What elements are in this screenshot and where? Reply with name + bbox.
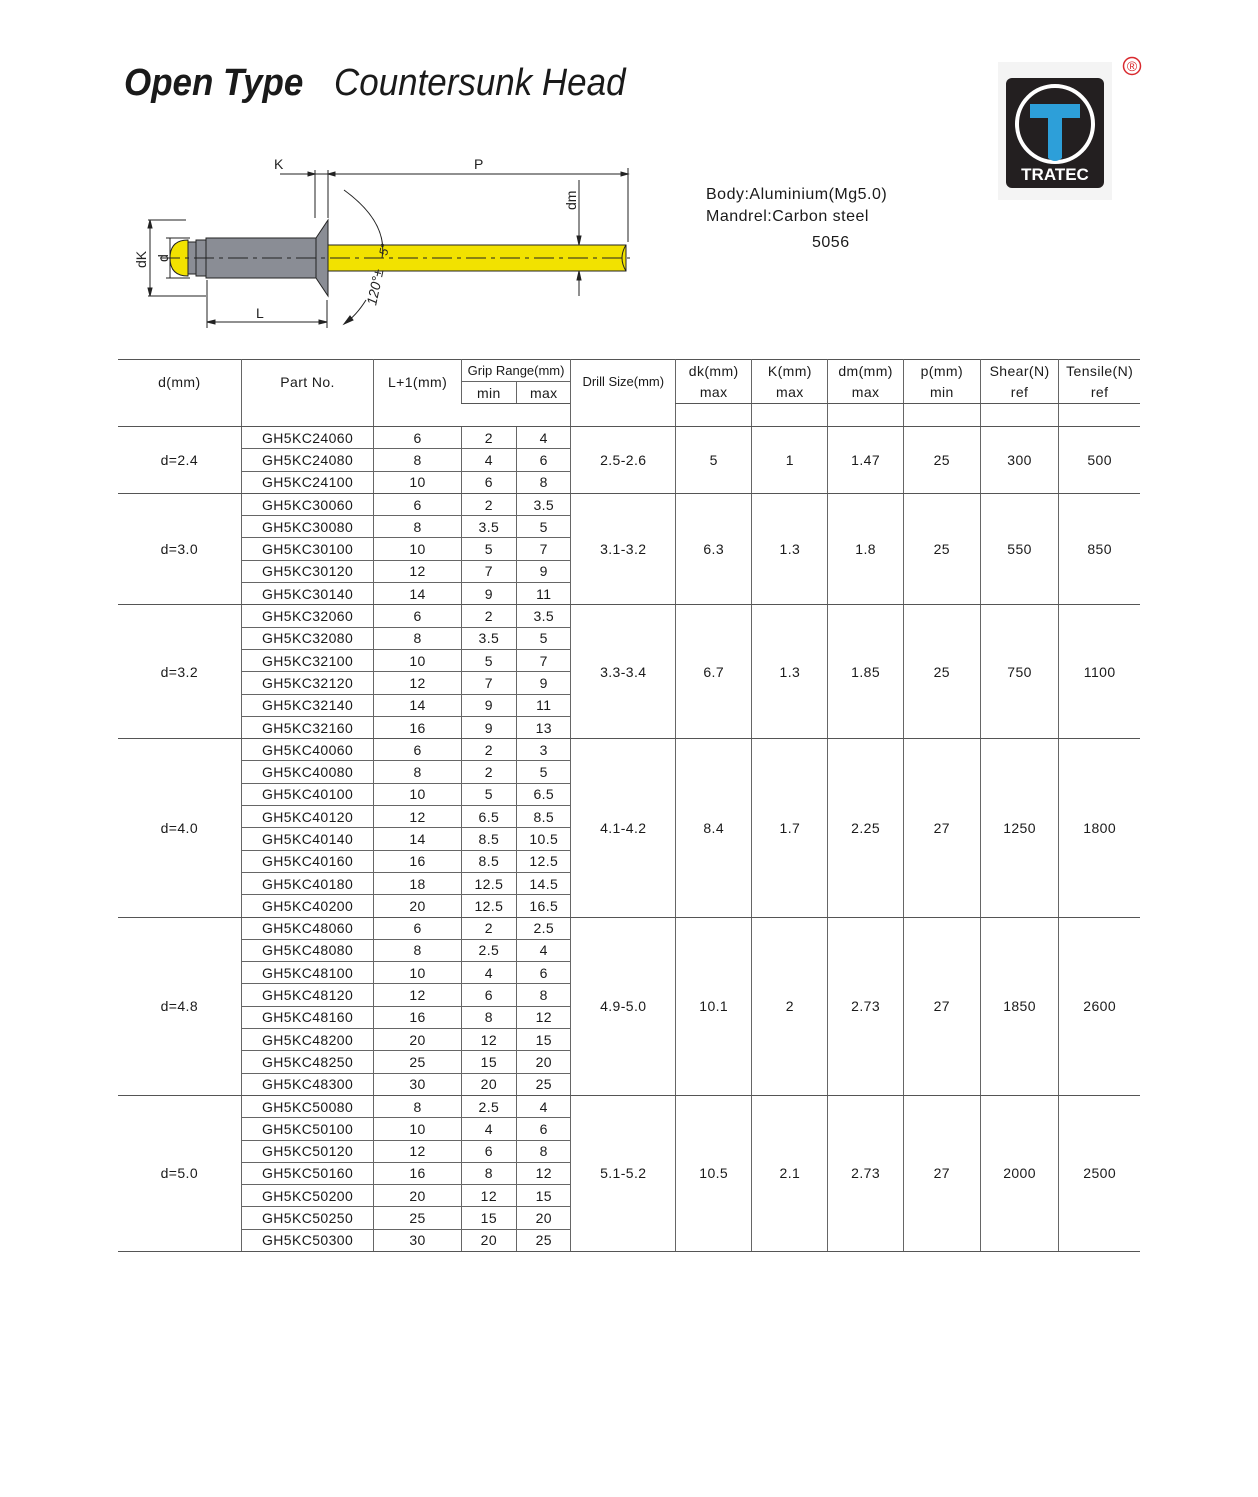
- length-cell: 10: [374, 1118, 461, 1140]
- part-no-cell: GH5KC24060: [241, 427, 374, 449]
- shear-cell: 300: [980, 427, 1058, 494]
- length-cell: 8: [374, 627, 461, 649]
- part-no-cell: GH5KC50200: [241, 1185, 374, 1207]
- grip-max-cell: 7: [517, 649, 571, 671]
- grip-min-cell: 4: [461, 449, 516, 471]
- length-cell: 25: [374, 1051, 461, 1073]
- material-body: Body:Aluminium(Mg5.0): [706, 186, 888, 203]
- length-cell: 12: [374, 806, 461, 828]
- grip-min-cell: 9: [461, 694, 516, 716]
- length-cell: 6: [374, 739, 461, 761]
- part-no-cell: GH5KC32140: [241, 694, 374, 716]
- grip-max-cell: 3: [517, 739, 571, 761]
- tensile-cell: 2600: [1059, 917, 1140, 1095]
- diameter-cell: d=5.0: [118, 1095, 241, 1251]
- logo-text: TRATEC: [1021, 165, 1089, 184]
- length-cell: 10: [374, 471, 461, 493]
- grip-min-cell: 2: [461, 427, 516, 449]
- grip-min-cell: 2: [461, 739, 516, 761]
- shear-cell: 550: [980, 493, 1058, 604]
- length-cell: 10: [374, 649, 461, 671]
- k-cell: 2.1: [752, 1095, 828, 1251]
- drill-size-cell: 4.9-5.0: [571, 917, 676, 1095]
- blank-row: [118, 404, 1140, 427]
- grip-max-cell: 20: [517, 1051, 571, 1073]
- grip-min-cell: 20: [461, 1073, 516, 1095]
- grip-min-cell: 9: [461, 583, 516, 605]
- grip-min-cell: 6: [461, 471, 516, 493]
- grip-min-cell: 4: [461, 962, 516, 984]
- part-no-cell: GH5KC32080: [241, 627, 374, 649]
- part-no-cell: GH5KC48120: [241, 984, 374, 1006]
- table-row: [118, 493, 1140, 515]
- header-grip-range: Grip Range(mm): [461, 360, 571, 382]
- grip-max-cell: 25: [517, 1073, 571, 1095]
- grip-min-cell: 12: [461, 1185, 516, 1207]
- part-no-cell: GH5KC48300: [241, 1073, 374, 1095]
- grip-min-cell: 8: [461, 1162, 516, 1184]
- header-dk-sub: max: [676, 382, 752, 404]
- dk-cell: 10.1: [676, 917, 752, 1095]
- part-no-cell: GH5KC30080: [241, 516, 374, 538]
- grip-min-cell: 9: [461, 716, 516, 738]
- part-no-cell: GH5KC40140: [241, 828, 374, 850]
- label-angle-tol: 5°: [376, 242, 393, 257]
- tratec-logo: [994, 62, 1116, 202]
- grip-min-cell: 2: [461, 493, 516, 515]
- header-k-sub: max: [752, 382, 828, 404]
- grip-max-cell: 6: [517, 449, 571, 471]
- grip-max-cell: 12: [517, 1162, 571, 1184]
- part-no-cell: GH5KC50100: [241, 1118, 374, 1140]
- part-no-cell: GH5KC50160: [241, 1162, 374, 1184]
- header-p: p(mm): [903, 360, 980, 382]
- k-cell: 1: [752, 427, 828, 494]
- grip-max-cell: 8.5: [517, 806, 571, 828]
- header-tensile: Tensile(N): [1059, 360, 1140, 382]
- grip-max-cell: 16.5: [517, 895, 571, 917]
- grip-max-cell: 3.5: [517, 493, 571, 515]
- length-cell: 14: [374, 694, 461, 716]
- part-no-cell: GH5KC48100: [241, 962, 374, 984]
- part-no-cell: GH5KC48060: [241, 917, 374, 939]
- grip-min-cell: 8.5: [461, 850, 516, 872]
- dm-cell: 2.73: [828, 917, 903, 1095]
- header-dk: dk(mm): [676, 360, 752, 382]
- label-p: P: [474, 156, 484, 172]
- table-row: [118, 739, 1140, 761]
- title-countersunk-head: Countersunk Head: [334, 62, 626, 104]
- length-cell: 12: [374, 1140, 461, 1162]
- shear-cell: 1250: [980, 739, 1058, 917]
- header-drill-size: Drill Size(mm): [571, 360, 676, 404]
- diameter-cell: d=4.0: [118, 739, 241, 917]
- grip-max-cell: 15: [517, 1029, 571, 1051]
- diameter-cell: d=3.0: [118, 493, 241, 604]
- length-cell: 14: [374, 583, 461, 605]
- part-no-cell: GH5KC40200: [241, 895, 374, 917]
- k-cell: 1.3: [752, 493, 828, 604]
- shear-cell: 2000: [980, 1095, 1058, 1251]
- drill-size-cell: 5.1-5.2: [571, 1095, 676, 1251]
- length-cell: 25: [374, 1207, 461, 1229]
- grip-max-cell: 20: [517, 1207, 571, 1229]
- grip-max-cell: 9: [517, 560, 571, 582]
- grip-max-cell: 9: [517, 672, 571, 694]
- part-no-cell: GH5KC50250: [241, 1207, 374, 1229]
- drill-size-cell: 4.1-4.2: [571, 739, 676, 917]
- label-d: d: [155, 254, 171, 262]
- length-cell: 8: [374, 761, 461, 783]
- grip-min-cell: 3.5: [461, 516, 516, 538]
- spec-table-body: [118, 404, 1140, 1252]
- length-cell: 12: [374, 672, 461, 694]
- length-cell: 8: [374, 939, 461, 961]
- part-no-cell: GH5KC48250: [241, 1051, 374, 1073]
- grip-min-cell: 3.5: [461, 627, 516, 649]
- length-cell: 10: [374, 783, 461, 805]
- length-cell: 8: [374, 516, 461, 538]
- spec-table: [118, 359, 1140, 1252]
- part-no-cell: GH5KC30100: [241, 538, 374, 560]
- header-tensile-sub: ref: [1059, 382, 1140, 404]
- grip-max-cell: 5: [517, 761, 571, 783]
- grip-min-cell: 2: [461, 917, 516, 939]
- k-cell: 2: [752, 917, 828, 1095]
- grip-max-cell: 6: [517, 1118, 571, 1140]
- length-cell: 20: [374, 895, 461, 917]
- length-cell: 12: [374, 560, 461, 582]
- grip-max-cell: 4: [517, 1095, 571, 1117]
- grip-max-cell: 4: [517, 939, 571, 961]
- grip-max-cell: 11: [517, 694, 571, 716]
- header-dm: dm(mm): [828, 360, 903, 382]
- grip-max-cell: 15: [517, 1185, 571, 1207]
- drill-size-cell: 3.3-3.4: [571, 605, 676, 739]
- diameter-cell: d=2.4: [118, 427, 241, 494]
- grip-min-cell: 5: [461, 783, 516, 805]
- header-l: L+1(mm): [374, 360, 461, 404]
- shear-cell: 1850: [980, 917, 1058, 1095]
- header-grip-max: max: [517, 382, 571, 404]
- grip-max-cell: 5: [517, 627, 571, 649]
- p-cell: 27: [903, 1095, 980, 1251]
- grip-max-cell: 2.5: [517, 917, 571, 939]
- length-cell: 6: [374, 493, 461, 515]
- grip-min-cell: 6.5: [461, 806, 516, 828]
- part-no-cell: GH5KC50080: [241, 1095, 374, 1117]
- grip-min-cell: 5: [461, 538, 516, 560]
- table-row: [118, 1095, 1140, 1117]
- dm-cell: 2.25: [828, 739, 903, 917]
- length-cell: 6: [374, 605, 461, 627]
- p-cell: 25: [903, 427, 980, 494]
- registered-mark-icon: [1121, 55, 1143, 77]
- p-cell: 27: [903, 917, 980, 1095]
- drill-size-cell: 2.5-2.6: [571, 427, 676, 494]
- length-cell: 30: [374, 1229, 461, 1251]
- label-k: K: [274, 156, 284, 172]
- dk-cell: 6.3: [676, 493, 752, 604]
- grip-max-cell: 4: [517, 427, 571, 449]
- tensile-cell: 1100: [1059, 605, 1140, 739]
- table-row: [118, 917, 1140, 939]
- length-cell: 12: [374, 984, 461, 1006]
- grip-max-cell: 8: [517, 1140, 571, 1162]
- length-cell: 16: [374, 1006, 461, 1028]
- header-d: d(mm): [158, 373, 201, 390]
- length-cell: 16: [374, 1162, 461, 1184]
- grip-min-cell: 5: [461, 649, 516, 671]
- k-cell: 1.3: [752, 605, 828, 739]
- grip-min-cell: 2.5: [461, 939, 516, 961]
- tensile-cell: 850: [1059, 493, 1140, 604]
- dm-cell: 1.85: [828, 605, 903, 739]
- grip-min-cell: 6: [461, 1140, 516, 1162]
- part-no-cell: GH5KC48080: [241, 939, 374, 961]
- grip-max-cell: 25: [517, 1229, 571, 1251]
- length-cell: 10: [374, 962, 461, 984]
- part-no-cell: GH5KC30120: [241, 560, 374, 582]
- label-l: L: [256, 305, 264, 321]
- length-cell: 14: [374, 828, 461, 850]
- grip-min-cell: 2: [461, 605, 516, 627]
- k-cell: 1.7: [752, 739, 828, 917]
- material-mandrel: Mandrel:Carbon steel: [706, 208, 869, 225]
- length-cell: 6: [374, 427, 461, 449]
- dm-cell: 1.47: [828, 427, 903, 494]
- grip-min-cell: 4: [461, 1118, 516, 1140]
- grip-min-cell: 20: [461, 1229, 516, 1251]
- tensile-cell: 1800: [1059, 739, 1140, 917]
- part-no-cell: GH5KC40080: [241, 761, 374, 783]
- label-dm: dm: [563, 190, 579, 210]
- diameter-cell: d=4.8: [118, 917, 241, 1095]
- part-no-cell: GH5KC40180: [241, 872, 374, 894]
- part-no-cell: GH5KC32100: [241, 649, 374, 671]
- grip-max-cell: 6.5: [517, 783, 571, 805]
- svg-text:®: ®: [1126, 58, 1138, 74]
- grip-max-cell: 14.5: [517, 872, 571, 894]
- dk-cell: 10.5: [676, 1095, 752, 1251]
- header-part-no: Part No.: [241, 360, 374, 404]
- grip-min-cell: 8: [461, 1006, 516, 1028]
- dm-cell: 2.73: [828, 1095, 903, 1251]
- header-shear-sub: ref: [980, 382, 1058, 404]
- grip-max-cell: 8: [517, 471, 571, 493]
- grip-min-cell: 15: [461, 1207, 516, 1229]
- label-dk: dK: [133, 250, 149, 268]
- material-info: [706, 184, 887, 254]
- tensile-cell: 2500: [1059, 1095, 1140, 1251]
- title-open-type: Open Type: [124, 62, 304, 104]
- grip-max-cell: 13: [517, 716, 571, 738]
- length-cell: 20: [374, 1029, 461, 1051]
- header-k: K(mm): [752, 360, 828, 382]
- part-no-cell: GH5KC48200: [241, 1029, 374, 1051]
- part-no-cell: GH5KC48160: [241, 1006, 374, 1028]
- grip-max-cell: 11: [517, 583, 571, 605]
- rivet-diagram: [130, 150, 650, 340]
- table-row: [118, 427, 1140, 449]
- grip-min-cell: 2: [461, 761, 516, 783]
- diameter-cell: d=3.2: [118, 605, 241, 739]
- dk-cell: 6.7: [676, 605, 752, 739]
- grip-max-cell: 6: [517, 962, 571, 984]
- part-no-cell: GH5KC50120: [241, 1140, 374, 1162]
- length-cell: 6: [374, 917, 461, 939]
- part-no-cell: GH5KC32120: [241, 672, 374, 694]
- grip-max-cell: 12.5: [517, 850, 571, 872]
- part-no-cell: GH5KC32160: [241, 716, 374, 738]
- grip-max-cell: 7: [517, 538, 571, 560]
- grip-min-cell: 12.5: [461, 872, 516, 894]
- length-cell: 18: [374, 872, 461, 894]
- dk-cell: 8.4: [676, 739, 752, 917]
- length-cell: 8: [374, 1095, 461, 1117]
- header-shear: Shear(N): [980, 360, 1058, 382]
- part-no-cell: GH5KC24080: [241, 449, 374, 471]
- part-no-cell: GH5KC40060: [241, 739, 374, 761]
- part-no-cell: GH5KC30060: [241, 493, 374, 515]
- part-no-cell: GH5KC40120: [241, 806, 374, 828]
- grip-min-cell: 7: [461, 672, 516, 694]
- shear-cell: 750: [980, 605, 1058, 739]
- grip-min-cell: 12.5: [461, 895, 516, 917]
- p-cell: 25: [903, 493, 980, 604]
- header-dm-sub: max: [828, 382, 903, 404]
- length-cell: 30: [374, 1073, 461, 1095]
- header-grip-min: min: [461, 382, 516, 404]
- table-row: [118, 605, 1140, 627]
- dm-cell: 1.8: [828, 493, 903, 604]
- part-no-cell: GH5KC30140: [241, 583, 374, 605]
- grip-max-cell: 12: [517, 1006, 571, 1028]
- grip-min-cell: 12: [461, 1029, 516, 1051]
- length-cell: 10: [374, 538, 461, 560]
- grip-min-cell: 8.5: [461, 828, 516, 850]
- grip-min-cell: 2.5: [461, 1095, 516, 1117]
- part-no-cell: GH5KC40100: [241, 783, 374, 805]
- part-no-cell: GH5KC24100: [241, 471, 374, 493]
- length-cell: 8: [374, 449, 461, 471]
- part-no-cell: GH5KC40160: [241, 850, 374, 872]
- length-cell: 16: [374, 716, 461, 738]
- grip-min-cell: 7: [461, 560, 516, 582]
- grip-max-cell: 10.5: [517, 828, 571, 850]
- grip-max-cell: 8: [517, 984, 571, 1006]
- grip-max-cell: 5: [517, 516, 571, 538]
- length-cell: 20: [374, 1185, 461, 1207]
- p-cell: 25: [903, 605, 980, 739]
- grip-max-cell: 3.5: [517, 605, 571, 627]
- tensile-cell: 500: [1059, 427, 1140, 494]
- drill-size-cell: 3.1-3.2: [571, 493, 676, 604]
- header-p-sub: min: [903, 382, 980, 404]
- part-no-cell: GH5KC50300: [241, 1229, 374, 1251]
- material-grade: 5056: [812, 234, 850, 251]
- dk-cell: 5: [676, 427, 752, 494]
- grip-min-cell: 6: [461, 984, 516, 1006]
- grip-min-cell: 15: [461, 1051, 516, 1073]
- length-cell: 16: [374, 850, 461, 872]
- label-angle: 120°±: [363, 267, 387, 307]
- p-cell: 27: [903, 739, 980, 917]
- part-no-cell: GH5KC32060: [241, 605, 374, 627]
